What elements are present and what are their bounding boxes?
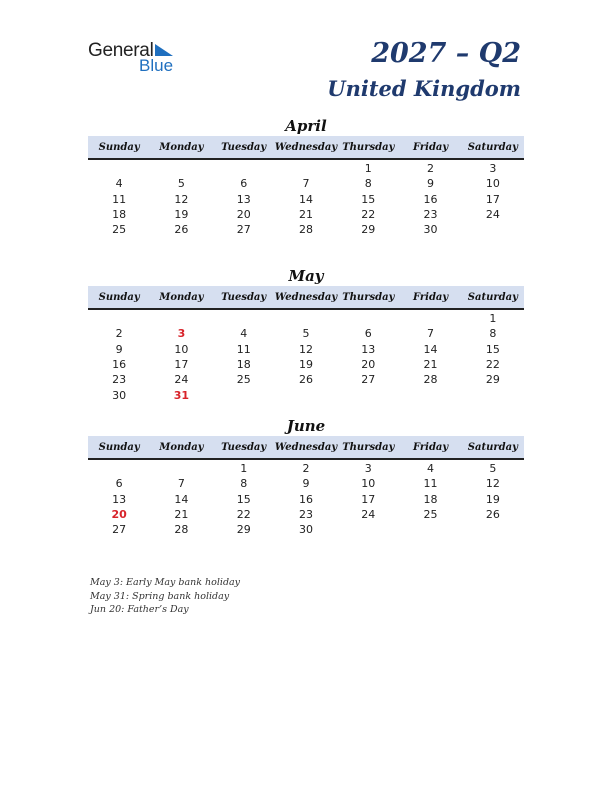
day-cell: 17 xyxy=(485,192,500,206)
day-cell: 2 xyxy=(302,462,310,476)
day-cell: 3 xyxy=(489,162,497,176)
weekday-label: Wednesday xyxy=(274,291,338,303)
weekday-label: Thursday xyxy=(342,441,395,453)
week-row xyxy=(88,222,524,237)
day-cell: 3 xyxy=(177,327,186,341)
weekday-label: Wednesday xyxy=(274,141,338,153)
week-row xyxy=(88,311,524,326)
day-cell: 19 xyxy=(174,208,189,222)
day-cell: 12 xyxy=(174,192,189,206)
day-cell: 30 xyxy=(298,523,313,537)
day-cell: 25 xyxy=(112,223,127,237)
day-cell: 1 xyxy=(489,312,497,326)
day-cell: 24 xyxy=(485,208,500,222)
page-title: 2027 – Q2 xyxy=(371,38,521,69)
day-cell: 30 xyxy=(112,388,127,402)
day-cell: 30 xyxy=(423,223,438,237)
day-cell: 19 xyxy=(485,492,500,506)
weekday-label: Sunday xyxy=(98,141,140,153)
month-calendar-april xyxy=(88,116,524,237)
week-row xyxy=(88,357,524,372)
week-row xyxy=(88,161,524,176)
week-row xyxy=(88,476,524,491)
week-row xyxy=(88,342,524,357)
day-cell: 15 xyxy=(361,192,376,206)
weekday-header-row xyxy=(88,286,524,310)
weekday-label: Friday xyxy=(412,291,449,303)
day-cell: 1 xyxy=(364,162,372,176)
day-cell: 27 xyxy=(236,223,251,237)
month-calendar-june xyxy=(88,416,524,537)
day-cell: 14 xyxy=(423,342,438,356)
day-cell: 4 xyxy=(240,327,248,341)
weekday-label: Saturday xyxy=(467,441,518,453)
day-cell: 25 xyxy=(423,508,438,522)
day-cell: 8 xyxy=(364,177,372,191)
day-cell: 21 xyxy=(298,208,313,222)
day-cell: 23 xyxy=(112,373,127,387)
holiday-note: May 31: Spring bank holiday xyxy=(90,590,230,602)
day-cell: 24 xyxy=(174,373,189,387)
day-cell: 11 xyxy=(112,192,127,206)
day-cell: 23 xyxy=(298,508,313,522)
day-cell: 5 xyxy=(489,462,497,476)
day-cell: 29 xyxy=(361,223,376,237)
day-cell: 16 xyxy=(112,358,127,372)
day-cell: 6 xyxy=(115,477,123,491)
weekday-label: Thursday xyxy=(342,291,395,303)
day-cell: 5 xyxy=(177,177,185,191)
day-cell: 28 xyxy=(298,223,313,237)
weekday-label: Tuesday xyxy=(221,291,267,303)
day-cell: 17 xyxy=(361,492,376,506)
day-cell: 26 xyxy=(485,508,500,522)
weekday-label: Sunday xyxy=(98,291,140,303)
weekday-header-row xyxy=(88,136,524,160)
day-cell: 13 xyxy=(361,342,376,356)
week-row xyxy=(88,492,524,507)
day-cell: 18 xyxy=(423,492,438,506)
day-cell: 13 xyxy=(112,492,127,506)
day-cell: 7 xyxy=(427,327,435,341)
day-cell: 20 xyxy=(111,508,127,522)
weekday-label: Friday xyxy=(412,441,449,453)
day-cell: 25 xyxy=(236,373,251,387)
day-cell: 8 xyxy=(489,327,497,341)
day-cell: 7 xyxy=(177,477,185,491)
day-cell: 4 xyxy=(427,462,435,476)
day-cell: 9 xyxy=(302,477,310,491)
month-name: June xyxy=(286,417,326,435)
weekday-label: Thursday xyxy=(342,141,395,153)
day-cell: 26 xyxy=(174,223,189,237)
week-row xyxy=(88,326,524,341)
generalblue-logo xyxy=(88,40,188,76)
day-cell: 14 xyxy=(174,492,189,506)
week-row xyxy=(88,387,524,402)
day-cell: 22 xyxy=(485,358,500,372)
day-cell: 8 xyxy=(240,477,248,491)
day-cell: 12 xyxy=(485,477,500,491)
day-cell: 13 xyxy=(236,192,251,206)
day-cell: 21 xyxy=(423,358,438,372)
day-cell: 16 xyxy=(423,192,438,206)
day-cell: 14 xyxy=(298,192,313,206)
month-name: May xyxy=(288,267,324,285)
day-cell: 16 xyxy=(298,492,313,506)
day-cell: 28 xyxy=(423,373,438,387)
week-row xyxy=(88,176,524,191)
logo-text-blue: Blue xyxy=(139,56,174,75)
day-cell: 18 xyxy=(112,208,127,222)
day-cell: 2 xyxy=(115,327,123,341)
day-cell: 17 xyxy=(174,358,189,372)
day-cell: 10 xyxy=(174,342,189,356)
weekday-label: Sunday xyxy=(98,441,140,453)
day-cell: 9 xyxy=(115,342,123,356)
holiday-note: Jun 20: Father’s Day xyxy=(90,604,189,615)
day-cell: 7 xyxy=(302,177,310,191)
day-cell: 18 xyxy=(236,358,251,372)
day-cell: 2 xyxy=(427,162,435,176)
day-cell: 22 xyxy=(361,208,376,222)
week-row xyxy=(88,461,524,476)
day-cell: 27 xyxy=(361,373,376,387)
day-cell: 15 xyxy=(485,342,500,356)
day-cell: 21 xyxy=(174,508,189,522)
weekday-label: Monday xyxy=(159,141,204,153)
day-cell: 15 xyxy=(236,492,251,506)
page-header xyxy=(327,36,521,104)
weekday-label: Tuesday xyxy=(221,141,267,153)
day-cell: 1 xyxy=(240,462,248,476)
month-name: April xyxy=(285,117,327,135)
week-row xyxy=(88,507,524,522)
day-cell: 24 xyxy=(361,508,376,522)
day-cell: 11 xyxy=(423,477,438,491)
day-cell: 27 xyxy=(112,523,127,537)
weekday-label: Wednesday xyxy=(274,441,338,453)
page-subtitle: United Kingdom xyxy=(327,76,521,101)
logo-text-general: General xyxy=(88,40,154,61)
month-calendar-may xyxy=(88,266,524,403)
weekday-label: Monday xyxy=(159,441,204,453)
week-row xyxy=(88,522,524,537)
holiday-notes xyxy=(90,576,240,617)
weekday-label: Tuesday xyxy=(221,441,267,453)
day-cell: 31 xyxy=(173,388,190,402)
weekday-header-row xyxy=(88,436,524,460)
day-cell: 20 xyxy=(236,208,251,222)
day-cell: 9 xyxy=(427,177,435,191)
day-cell: 28 xyxy=(174,523,189,537)
day-cell: 3 xyxy=(364,462,372,476)
day-cell: 5 xyxy=(302,327,310,341)
day-cell: 4 xyxy=(115,177,123,191)
day-cell: 26 xyxy=(298,373,313,387)
weekday-label: Saturday xyxy=(467,141,518,153)
day-cell: 10 xyxy=(361,477,376,491)
weekday-label: Monday xyxy=(159,291,204,303)
day-cell: 29 xyxy=(485,373,500,387)
weekday-label: Friday xyxy=(412,141,449,153)
holiday-note: May 3: Early May bank holiday xyxy=(90,577,241,588)
day-cell: 20 xyxy=(361,358,376,372)
day-cell: 23 xyxy=(423,208,438,222)
day-cell: 10 xyxy=(485,177,500,191)
weekday-label: Saturday xyxy=(467,291,518,303)
day-cell: 6 xyxy=(364,327,372,341)
day-cell: 29 xyxy=(236,523,251,537)
day-cell: 12 xyxy=(298,342,313,356)
week-row xyxy=(88,372,524,387)
day-cell: 11 xyxy=(236,342,251,356)
day-cell: 6 xyxy=(240,177,248,191)
day-cell: 22 xyxy=(236,508,251,522)
day-cell: 19 xyxy=(298,358,313,372)
week-row xyxy=(88,207,524,222)
week-row xyxy=(88,192,524,207)
